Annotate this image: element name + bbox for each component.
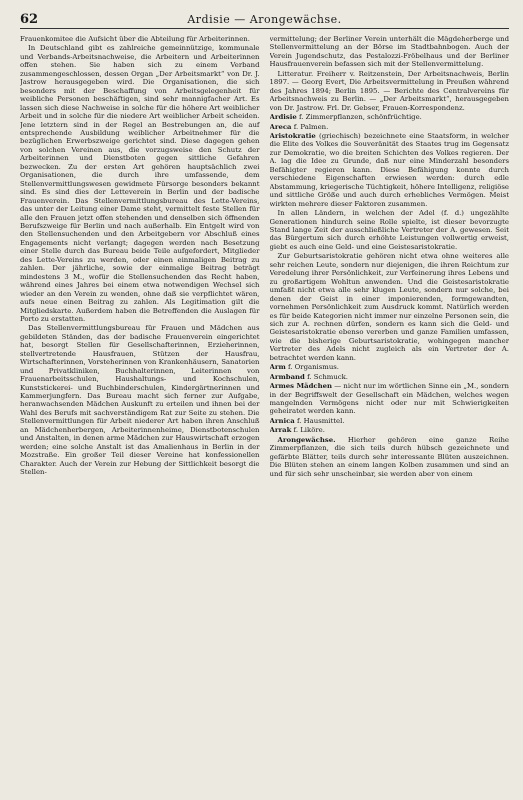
running-head: Ardisie — Arongewächse. xyxy=(187,13,342,26)
paragraph-text: Hierher gehören eine ganze Reihe Zimmerpflanzen, die sich teils durch hübsch gezeichnete und gefärbte Blätter, teils durch sehr interessante Blüten auszeichnen. Die Blüten stehen an einem langen Kolben zusammen und sind an und für sich sehr unscheinbar, sie werden aber von einem xyxy=(269,435,509,478)
page-number: 62 xyxy=(20,12,39,27)
paragraph-text: Das Stellenvermittlungsbureau für Frauen und Mädchen aus gebildeten Ständen, das der badische Frauenverein eingerichtet hat, besorgt Stellen für Gesellschafterinnen, Erzieherinnen, stellvertretende Hausfrauen, Stützen der Hausfrau, Wirtschafterinnen, Vorsteherinnen von Krankenhäusern, Sanatorien und Privatkliniken, Buchhalterinnen, Leiterinnen von Frauenarbeitsschulen, Haushaltungs- und Kochschulen, Kunststickerei- und Buchbinderschulen, Kindergärtnerinnen und Kammerjungfern. Das Bureau macht sich ferner zur Aufgabe, heranwachsenden Mädchen Auskunft zu erteilen und ihnen bei der Wahl des Berufs mit sachverständigem Rat zur Seite zu stehen. Die Stellenvermittlungen für Arbeit niederer Art haben ihren Anschluß an Mädchenherbergen, Arbeiterinnenheime, Dienstbotenschulen und Anstalten, in denen arme Mädchen zur Hauswirtschaft erzogen werden; eine solche Anstalt ist das Amalienhaus in Berlin in der Mozstraße. Ein großer Teil dieser Vereine hat konfessionellen Charakter. Auch der Verein zur Hebung der Sittlichkeit besorgt die Stellen- xyxy=(20,324,260,477)
paragraph xyxy=(270,123,510,131)
paragraph xyxy=(270,252,510,362)
paragraph xyxy=(20,324,260,476)
paragraph xyxy=(270,35,510,69)
paragraph-text: vermittelung; der Berliner Verein unterhält die Mägdeherberge und Stellenvermittelung an der Börse im Stadtbahnbogen. Auch der Verein Jugendschutz, das Pestalozzi-Fröbelhaus und der Berliner Hausfrauenverein befassen sich mit der Stellenvermittelung. xyxy=(269,35,509,69)
paragraph-text: f. Zimmerpflanzen, schönfrüchtige. xyxy=(296,113,422,122)
paragraph xyxy=(270,363,510,371)
entry-headword: Areca xyxy=(269,122,292,131)
paragraph-text: f. Organismus. xyxy=(285,363,339,372)
entry-headword: Armband xyxy=(269,372,305,381)
paragraph-text: f. Palmen. xyxy=(291,122,329,131)
paragraph xyxy=(270,113,510,121)
paragraph xyxy=(270,373,510,381)
entry-headword: Arongewächse. xyxy=(277,435,336,444)
paragraph-text: f. Schmuck. xyxy=(304,372,348,381)
paragraph xyxy=(270,426,510,434)
paragraph-text: In allen Ländern, in welchen der Adel (f. d.) ungezählte Generationen hindurch seine Rolle spielte, ist dieser bevorzugte Stand lange Zeit der ausschließliche Vertreter der A. gewesen. Seit das Bürgertum sich durch erhöhte Leistungen vollwertig erweist, giebt es auch eine Geld- und eine Geistesaristokratie. xyxy=(269,209,509,251)
paragraph-text: (griechisch) bezeichnete eine Staatsform, in welcher die Elite des Volkes die Souveränität des Staates trug im Gegensatz zur Demokratie, wo die breiten Schichten des Volkes regieren. Der A. lag die Idee zu Grunde, daß nur eine Minderzahl besonders Befähigter regieren kann. Diese Befähigung konnte durch verschiedene Eigenschaften erwiesen werden: durch edle Abstammung, kriegerische Tüchtigkeit, höhere Intelligenz, religiöse und sittliche Größe und auch durch erhebliches Vermögen. Meist wirkten mehrere dieser Faktoren zusammen. xyxy=(269,131,509,208)
paragraph-text: f. Hausmittel. xyxy=(294,416,345,425)
entry-headword: Ardisie xyxy=(269,113,297,122)
text-columns xyxy=(20,35,509,795)
paragraph xyxy=(20,44,260,323)
entry-headword: Arnica xyxy=(269,416,295,425)
entry-headword: Arrak xyxy=(269,426,292,435)
entry-headword: Aristokratie xyxy=(269,131,316,140)
entry-headword: Arm xyxy=(269,363,286,372)
paragraph xyxy=(270,70,510,112)
entry-headword: Armes Mädchen xyxy=(269,382,332,391)
paragraph-text: Litteratur. Freiherr v. Reitzenstein, Der Arbeitsnachweis, Berlin 1897. — Georg Evert, Die Arbeitsvermittelung in Preußen während des Jahres 1894; Berlin 1895. — Berichte des Centralvereins für Arbeitsnachweis zu Berlin. — „Der Arbeitsmarkt“, herausgegeben von Dr. Jastrow. Frl. Dr. Gebser, Frauen-Korrespondenz. xyxy=(269,69,509,112)
paragraph xyxy=(270,209,510,251)
paragraph xyxy=(270,382,510,416)
paragraph-text: f. Liköre. xyxy=(291,426,325,435)
paragraph-text: Zur Geburtsaristokratie gehören nicht etwa ohne weiteres alle sehr reichen Leute, sondern nur diejenigen, die ihren Reichtum zur Veredelung ihrer Persönlichkeit, zur Verfeinerung ihres Lebens und zu großartigem Wohltun anwenden. Und die Geistesaristokratie umfaßt nicht etwa alle sehr klugen Leute, sondern nur solche, bei denen der Geist in einer imponierenden, formgewandten, vornehmen Persönlichkeit zum Ausdruck kommt. Natürlich werden es für beide Kategorien nicht immer nur einzelne Personen sein, die sich zur A. rechnen dürfen, sondern es kann sich die Geld- und Geistesaristokratie ebenso vererben und ganze Familien umfassen, wie die bisherige Geburtsaristokratie, wohingegen mancher Vertreter des Adels nicht zugleich als ein Vertreter der A. betrachtet werden kann. xyxy=(269,252,509,362)
paragraph-text: Frauenkomitee die Aufsicht über die Abteilung für Arbeiterinnen. xyxy=(20,35,250,43)
paragraph xyxy=(270,436,510,478)
page-header xyxy=(20,10,509,29)
right-column xyxy=(270,35,510,795)
paragraph xyxy=(270,132,510,208)
left-column xyxy=(20,35,260,795)
paragraph-text: In Deutschland gibt es zahlreiche gemeinnützige, kommunale und Verbands-Arbeitsnachweise, die Arbeitern und Arbeiterinnen offen stehen. Sie haben sich zu einem Verband zusammengeschlossen, dessen Organ „Der Arbeitsmarkt“ von Dr. J. Jastrow herausgegeben wird. Die Organisationen, die sich besonders mit der Beschaffung von Arbeitsgelegenheit für weibliche Personen beschäftigen, sind sehr mannigfacher Art. Es lassen sich diese Nachweise in solche für die höhere Art weiblicher Arbeit und in solche für die niedere Art weiblicher Arbeit scheiden. Jene letztern sind in der Regel an Bestrebungen an, die auf entsprechende Ausbildung weiblicher Arbeitnehmer für die bezüglichen Erwerbszweige gerichtet sind. Diese dagegen gehen von solchen Vereinen aus, die vorzugsweise den Schutz der Arbeiterinnen und Dienstboten gegen sittliche Gefahren bezwecken. Zu der ersten Art gehören hauptsächlich zwei Organisationen, die durch ihre umfassende, dem Stellenvermittlungswesen gewidmete Fürsorge besonders bekannt sind. Es sind dies der Letteverein in Berlin und der badische Frauenverein. Das Stellenvermittlungsbureau des Lette-Vereins, das unter der Leitung einer Dame steht, vermittelt feste Stellen für alle den Frauen jetzt offen stehenden und denselben sich öffnenden Berufszweige für Berlin und nach außerhalb. Ein Entgelt wird von den Stellensuchenden und den Arbeitgebern vor Abschluß eines Engagements nicht verlangt; dagegen werden nach Besetzung einer Stelle durch das Bureau beide Teile aufgefordert, Mitglieder des Lette-Vereins zu werden, oder einen einmaligen Beitrag zu zahlen. Der jährliche, sowie der einmalige Beitrag beträgt mindestens 3 M., wofür die Stellensuchenden das Recht haben, während eines Jahres bei einem etwa notwendigen Wechsel sich wieder an den Verein zu wenden, ohne daß sie verpflichtet wären, aufs neue einen Beitrag zu zahlen. Als Legitimation gilt die Mitgliedskarte. Außerdem haben die Betreffenden die Auslagen für Porto zu erstatten. xyxy=(20,44,260,323)
paragraph-text: — nicht nur im wörtlichen Sinne ein „M., sondern in der Begriffswelt der Gesellschaft ein Mädchen, welches wegen mangelnden Vermögens nicht oder nur mit Schwierigkeiten geheiratet werden kann. xyxy=(269,382,509,416)
paragraph xyxy=(270,417,510,425)
paragraph xyxy=(20,35,260,43)
